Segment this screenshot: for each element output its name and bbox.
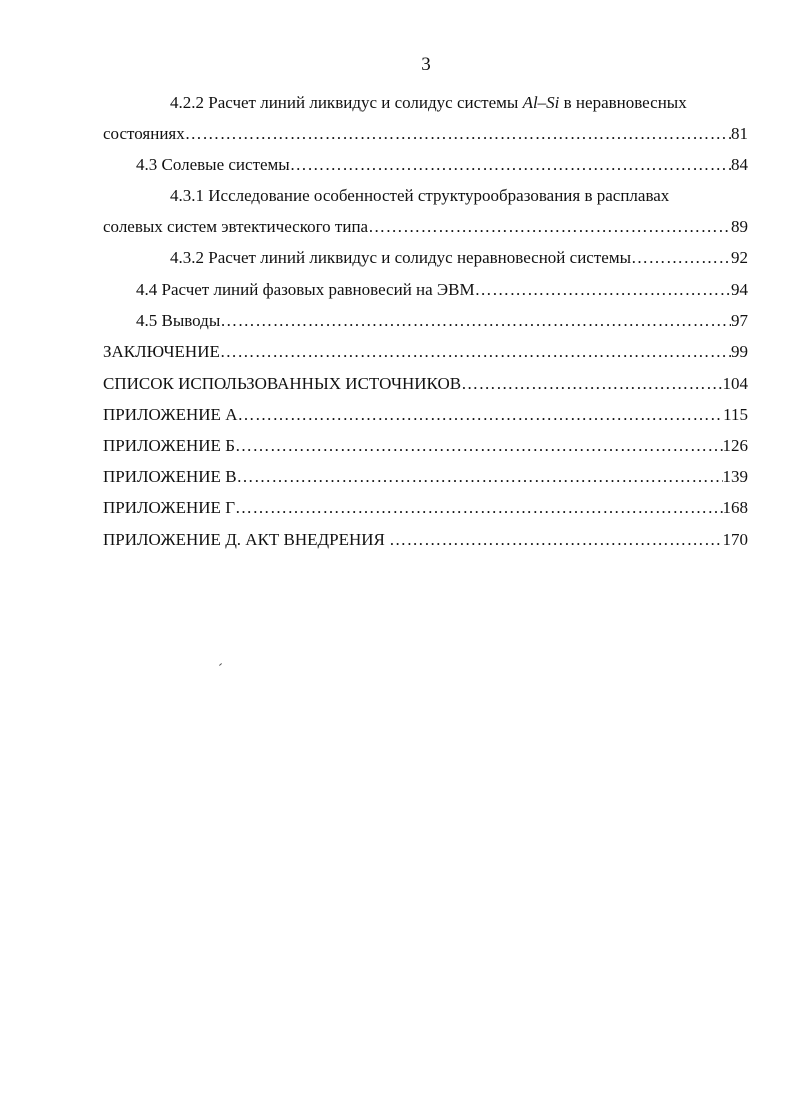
toc-page-number: 92 bbox=[731, 248, 748, 267]
toc-page-number: 81 bbox=[731, 124, 748, 143]
toc-page-number: 84 bbox=[731, 155, 748, 174]
toc-entry-title: состояниях bbox=[103, 124, 185, 143]
toc-entry-title: ПРИЛОЖЕНИЕ Д. АКТ ВНЕДРЕНИЯ bbox=[103, 530, 390, 549]
toc-entry-4-5[interactable] bbox=[136, 310, 748, 332]
dot-leader bbox=[237, 466, 723, 488]
toc-entry-text: 4.2.2 Расчет линий ликвидус и солидус системы bbox=[170, 93, 523, 112]
toc-page-number: 99 bbox=[731, 342, 748, 361]
toc-entry-title: 4.5 Выводы bbox=[136, 311, 221, 330]
toc-page-number: 89 bbox=[731, 217, 748, 236]
toc-entry-4-4[interactable] bbox=[136, 279, 748, 301]
toc-entry-4-3-1-line2[interactable] bbox=[103, 216, 748, 238]
toc-entry-4-3-2[interactable] bbox=[170, 247, 748, 269]
toc-page-number: 104 bbox=[722, 374, 748, 393]
toc-page-number: 126 bbox=[722, 436, 748, 455]
toc-entry-title: 4.4 Расчет линий фазовых равновесий на ЭВМ bbox=[136, 280, 475, 299]
dot-leader bbox=[220, 310, 731, 332]
toc-entry-appendix-b[interactable] bbox=[103, 435, 748, 457]
toc-page-number: 97 bbox=[731, 311, 748, 330]
toc-entry-appendix-v[interactable] bbox=[103, 466, 748, 488]
dot-leader bbox=[631, 247, 731, 269]
toc-entry-text: 4.3.1 Исследование особенностей структурообразования в расплавах bbox=[170, 186, 670, 205]
toc-entry-4-3[interactable] bbox=[136, 154, 748, 176]
toc-entry-conclusion[interactable] bbox=[103, 341, 748, 363]
dot-leader bbox=[389, 529, 722, 551]
dot-leader bbox=[237, 404, 723, 426]
toc-page-number: 139 bbox=[722, 467, 748, 486]
dot-leader bbox=[475, 279, 731, 301]
toc-page-number: 94 bbox=[731, 280, 748, 299]
formula-al-si: Al–Si bbox=[522, 93, 560, 112]
toc-entry-appendix-d[interactable] bbox=[103, 529, 748, 551]
toc-page-number: 170 bbox=[722, 530, 748, 549]
toc-entry-title: ПРИЛОЖЕНИЕ В bbox=[103, 467, 237, 486]
scan-speck bbox=[219, 663, 222, 666]
toc-entry-text-tail: в неравновесных bbox=[559, 93, 687, 112]
dot-leader bbox=[235, 497, 722, 519]
toc-entry-appendix-g[interactable] bbox=[103, 497, 748, 519]
toc-entry-4-3-1-line1[interactable] bbox=[170, 185, 669, 207]
toc-entry-sources[interactable] bbox=[103, 373, 748, 395]
dot-leader bbox=[368, 216, 731, 238]
dot-leader bbox=[220, 341, 731, 363]
toc-entry-4-2-2-line1[interactable] bbox=[170, 92, 687, 114]
toc-page-number: 168 bbox=[722, 498, 748, 517]
toc-entry-title: солевых систем эвтектического типа bbox=[103, 217, 369, 236]
toc-entry-4-2-2-line2[interactable] bbox=[103, 123, 748, 145]
dot-leader bbox=[235, 435, 723, 457]
toc-entry-title: ПРИЛОЖЕНИЕ А bbox=[103, 405, 238, 424]
toc-entry-title: 4.3 Солевые системы bbox=[136, 155, 290, 174]
dot-leader bbox=[185, 123, 731, 145]
toc-entry-title: 4.3.2 Расчет линий ликвидус и солидус неравновесной системы bbox=[170, 248, 632, 267]
toc-page-number: 115 bbox=[723, 405, 748, 424]
toc-entry-appendix-a[interactable] bbox=[103, 404, 748, 426]
page-number: 3 bbox=[421, 54, 431, 75]
dot-leader bbox=[461, 373, 722, 395]
toc-entry-title: СПИСОК ИСПОЛЬЗОВАННЫХ ИСТОЧНИКОВ bbox=[103, 374, 462, 393]
toc-entry-title: ПРИЛОЖЕНИЕ Б bbox=[103, 436, 235, 455]
dot-leader bbox=[290, 154, 731, 176]
toc-entry-title: ПРИЛОЖЕНИЕ Г bbox=[103, 498, 236, 517]
toc-entry-title: ЗАКЛЮЧЕНИЕ bbox=[103, 342, 220, 361]
